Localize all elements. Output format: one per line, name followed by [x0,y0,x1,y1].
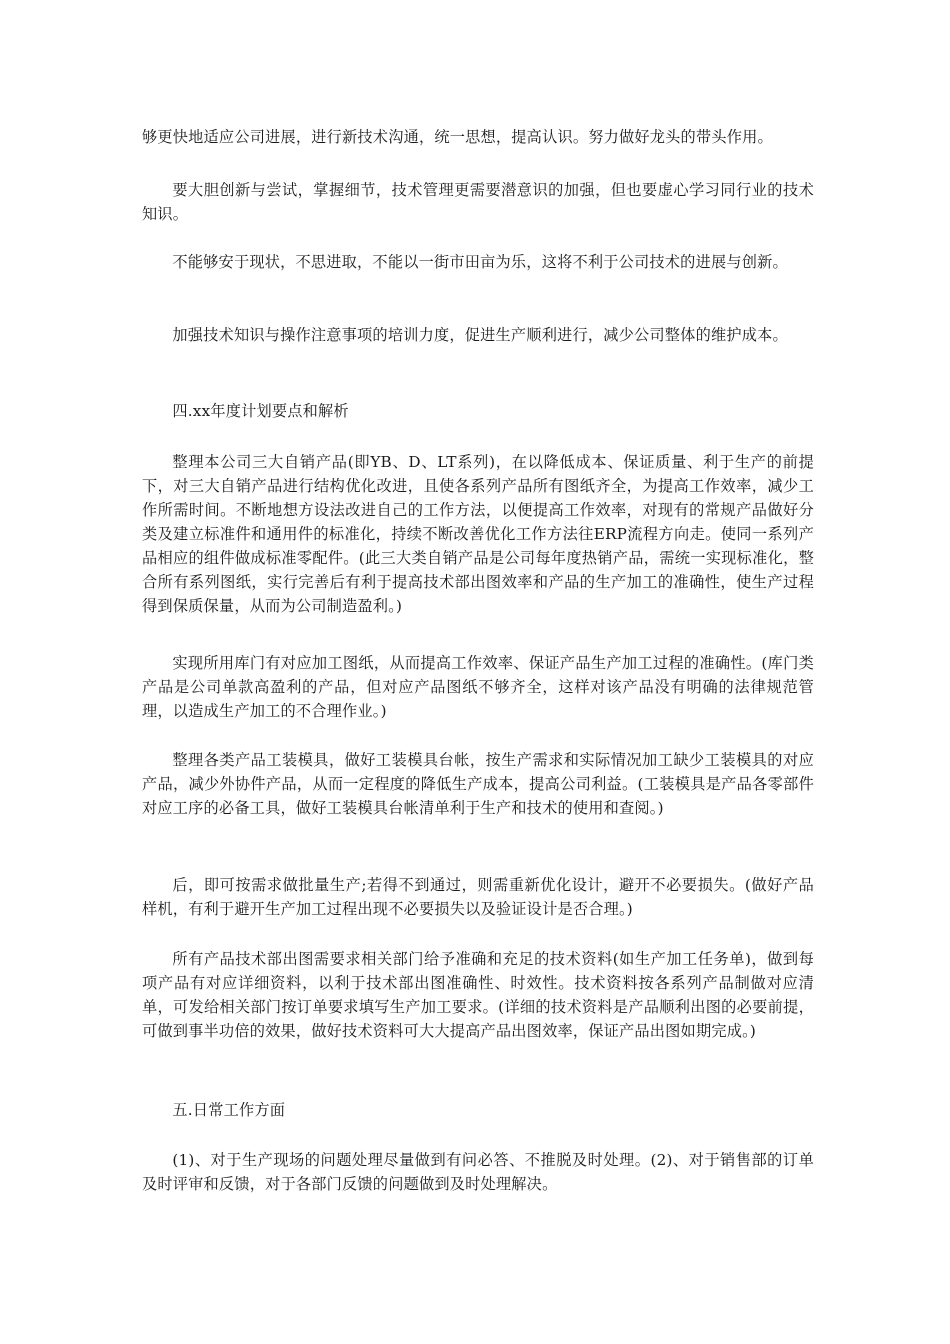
paragraph-6: 实现所用库门有对应加工图纸，从而提高工作效率、保证产品生产加工过程的准确性。(库门类产品是公司单款高盈利的产品，但对应产品图纸不够齐全，这样对该产品没有明确的法律规范管理，以造成生产加工的不合理作业。) [142,654,814,720]
paragraph-1: 够更快地适应公司进展，进行新技术沟通，统一思想，提高认识。努力做好龙头的带头作用。 [142,128,773,146]
paragraph-3: 不能够安于现状，不思进取，不能以一街市田亩为乐，这将不利于公司技术的进展与创新。 [172,253,788,271]
paragraph-9: 所有产品技术部出图需要求相关部门给予准确和充足的技术资料(如生产加工任务单)，做到每项产品有对应详细资料，以利于技术部出图准确性、时效性。技术资料按各系列产品制做对应清单，可发给相关部门按订单要求填写生产加工要求。(详细的技术资料是产品顺利出图的必要前提，可做到事半功倍的效果，做好技术资料可大大提高产品出图效率，保证产品出图如期完成。) [142,950,814,1040]
paragraph-7: 整理各类产品工装模具，做好工装模具台帐，按生产需求和实际情况加工缺少工装模具的对应产品，减少外协件产品，从而一定程度的降低生产成本，提高公司利益。(工装模具是产品各零部件对应工序的必备工具，做好工装模具台帐清单利于生产和技术的使用和查阅。) [142,751,814,817]
paragraph-4: 加强技术知识与操作注意事项的培训力度，促进生产顺利进行，减少公司整体的维护成本。 [172,326,788,344]
paragraph-5: 整理本公司三大自销产品(即YB、D、LT系列)，在以降低成本、保证质量、利于生产的前提下，对三大自销产品进行结构优化改进，且使各系列产品所有图纸齐全，为提高工作效率，减少工作所需时间。不断地想方设法改进自己的工作方法，以便提高工作效率，对现有的常规产品做好分类及建立标准件和通用件的标准化，持续不断改善优化工作方法往ERP流程方向走。使同一系列产品相应的组件做成标准零配件。(此三大类自销产品是公司每年度热销产品，需统一实现标准化，整合所有系列图纸，实行完善后有利于提高技术部出图效率和产品的生产加工的准确性，使生产过程得到保质保量，从而为公司制造盈利。) [142,453,814,615]
paragraph-10: (1)、对于生产现场的问题处理尽量做到有问必答、不推脱及时处理。(2)、对于销售部的订单及时评审和反馈，对于各部门反馈的问题做到及时处理解决。 [142,1151,814,1193]
paragraph-8: 后，即可按需求做批量生产;若得不到通过，则需重新优化设计，避开不必要损失。(做好产品样机，有利于避开生产加工过程出现不必要损失以及验证设计是否合理。) [142,876,814,918]
section-heading-5: 五.日常工作方面 [172,1101,286,1119]
paragraph-2: 要大胆创新与尝试，掌握细节，技术管理更需要潜意识的加强，但也要虚心学习同行业的技术知识。 [142,181,814,223]
section-heading-4: 四.xx年度计划要点和解析 [172,402,349,420]
